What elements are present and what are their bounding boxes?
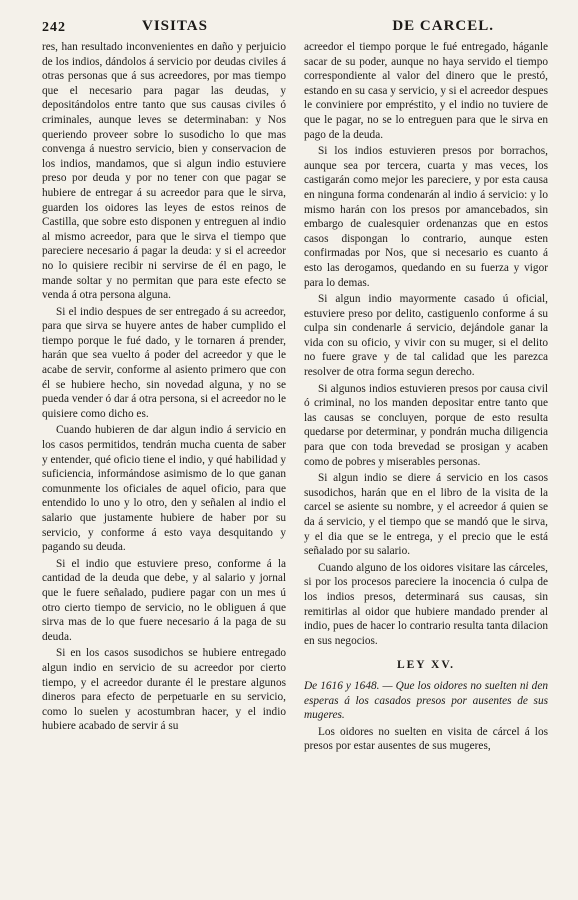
paragraph: Si en los casos susodichos se hubiere entregado algun indio en servicio de su acreedor por cierto tiempo, y el acreedor durante él le prestare algunos dineros para efecto de perpetuarle en su servicio, como lo suelen y acostumbran hacer, y el indio hubiere acabado de servir á su [42, 647, 286, 733]
law-date: De 1616 y 1648. — [304, 679, 393, 692]
header-title-left: VISITAS [142, 18, 208, 34]
left-column [42, 40, 286, 734]
running-header [42, 18, 554, 40]
law-summary [304, 679, 548, 723]
paragraph: Cuando alguno de los oidores visitare las cárceles, si por los procesos pareciere la inocencia ó culpa de los indios presos, determinará sus causas, sin remitirlas al oidor que hubiere mandado prender al indio, pues de hacer lo contrario resulta tanta dilacion en sus negocios. [304, 561, 548, 647]
paragraph: Si algunos indios estuvieren presos por causa civil ó criminal, no los manden depositar entre tanto que las causas se concluyen, porque de esto resulta quedarse por determinar, y pondrán mucha diligencia para que con toda brevedad se prosigan y acaben como de pobres y miserables personas. [304, 382, 548, 468]
law-heading: LEY XV. [396, 659, 456, 672]
paragraph: Si algun indio mayormente casado ú oficial, estuviere preso por delito, castiguenlo conforme á su culpa sin condenarle á servicio, dejándole ganar la vida con su oficio, y vivir con su muger, si el delito no fuere grave y de tal calidad que les parezca resolver de otra forma segun derecho. [304, 293, 548, 379]
right-column [304, 40, 548, 754]
paragraph: Los oidores no suelten en visita de cárcel á los presos por estar ausentes de sus mugeres, [304, 725, 548, 753]
page-number: 242 [42, 20, 66, 35]
paragraph: acreedor el tiempo porque le fué entregado, háganle sacar de su poder, aunque no haya servido el tiempo correspondiente al valor del dinero que le prestó, estando en su casa y servicio, y si el acreedor despues le conviniere por empréstito, y el indio no tuviere de que le pagar, no se lo entreguen para que le sirva en pago de la deuda. [304, 41, 548, 141]
paragraph: Cuando hubieren de dar algun indio á servicio en los casos permitidos, tendrán mucha cuenta de saber y entender, qué oficio tiene el indio, y qué habilidad y suficiencia, informándose asimismo de lo que ganan comunmente los oficiales de aquel oficio, para que entendido lo uno y lo otro, den y señalen al indio el salario que justamente hubiere de haber por su servicio, y conforme á esto vaya desquitando y pagando su deuda. [42, 424, 286, 554]
paragraph: Si el indio que estuviere preso, conforme á la cantidad de la deuda que debe, y al salario y jornal que le fuere señalado, pudiere pagar con un mes ú otro cierto tiempo de servicio, no le obliguen á que sirva mas de lo que fuere necesario á la paga de su deuda. [42, 557, 286, 643]
paragraph: Si el indio despues de ser entregado á su acreedor, para que sirva se huyere antes de haber cumplido el tiempo porque le fué dado, y le tornaren á prender, harán que sea vuelto á poder del acreedor y que le acabe de servir, conforme al asiento primero que con él se hubiere hecho, sin novedad alguna, y no se pueda vender ó dar á otra persona, si el acreedor no le quisiere como dicho es. [42, 305, 286, 420]
paragraph: Si algun indio se diere á servicio en los casos susodichos, harán que en el libro de la visita de la carcel se asiente su nombre, y el acreedor á quien se da á servicio, y el tiempo que se mandó que le sirva, y el dia que se le entrega, y el precio que le está señalado por su salario. [304, 472, 548, 558]
paragraph: res, han resultado inconvenientes en daño y perjuicio de los indios, dándolos á servicio por deudas civiles á otras personas que á sus acreedores, por mas tiempo que el necesario para pagar las deudas, y depositándolos entre tanto que sus causas civiles ó criminales, aunque leves se determinaban: y Nos queriendo proveer sobre lo susodicho lo que mas convenga á nuestro servicio, bien y conservacion de los indios, mandamos, que si algun indio estuviere preso por deuda y por no tener con que pagar se hubiere de entregar á su acreedor para que le sirva, guarden los oidores las leyes de estos reinos de Castilla, que sobre esto disponen y entreguen al indio al mismo acreedor, para que le sirva el tiempo que pareciere necesario á pagar la deuda: y si el acreedor no lo quisiere recibir ni servirse de él en pago, le mande soltar y no permitan que para este efecto se venda á otra persona alguna. [42, 41, 286, 302]
header-title-right: DE CARCEL. [392, 18, 494, 34]
paragraph: Si los indios estuvieren presos por borrachos, aunque sea por tercera, cuarta y mas veces, los castigarán como mejor les pareciere, y por esta causa en ninguna forma condenarán al indio á servicio: y lo mismo harán con los presos por amancebados, sin embargo de cualesquier ordenanzas que en estos casos dispongan lo contrario, aunque esten confirmadas por Nos, que si necesario es cuanto á esto las derogamos, quedando en su fuerza y vigor para lo demas. [304, 145, 548, 289]
law-summary-text: Que los oidores no suelten ni den esperas á los casados presos por ausentes de sus mugeres. [304, 679, 548, 722]
